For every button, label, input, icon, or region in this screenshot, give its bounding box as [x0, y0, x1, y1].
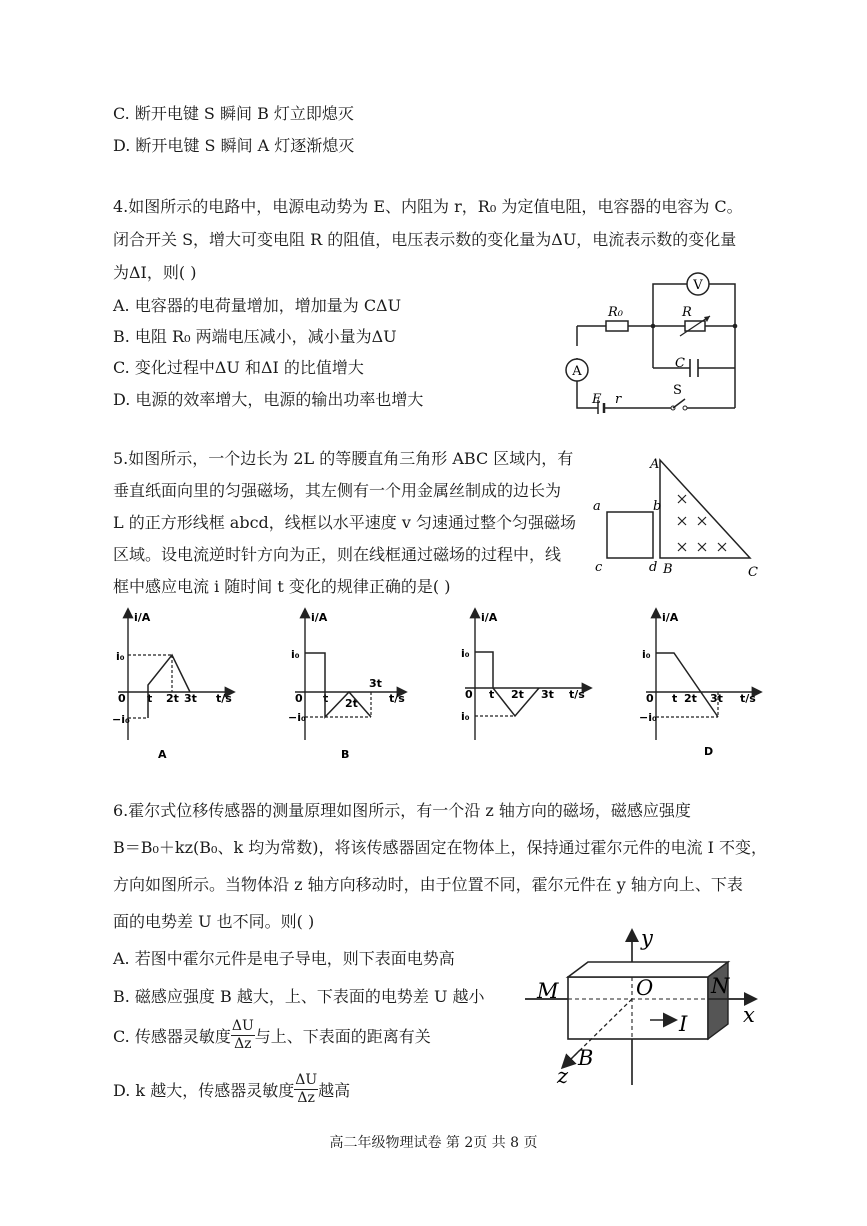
graph-a-i0: i₀ [116, 650, 125, 663]
q6-option-d [113, 1072, 350, 1107]
internal-r-label: r [615, 392, 622, 407]
q6-option-c-pre: C. 传感器灵敏度 [113, 1027, 231, 1046]
c-label: C [675, 356, 685, 371]
graph-b-choice: B [341, 748, 350, 761]
q6-option-c-post: 与上、下表面的距离有关 [254, 1027, 431, 1046]
voltmeter-label: V [693, 278, 703, 293]
graph-c [461, 610, 590, 740]
graph-b [288, 610, 405, 740]
label-b: b [653, 499, 662, 514]
q3-option-c: C. 断开电键 S 瞬间 B 灯立即熄灭 [113, 104, 354, 123]
q4-option-c: C. 变化过程中ΔU 和ΔI 的比值增大 [113, 358, 364, 377]
q6-option-d-pre: D. k 越大，传感器灵敏度 [113, 1081, 295, 1100]
graph-c-xlabel: t/s [569, 688, 585, 701]
q5-stem-line5: 框中感应电流 i 随时间 t 变化的规律正确的是( ) [113, 577, 451, 596]
graph-b-t1: t [323, 692, 329, 705]
q3-option-d: D. 断开电键 S 瞬间 A 灯逐渐熄灭 [113, 136, 355, 155]
q6-option-d-denominator: Δz [297, 1090, 315, 1106]
q4-stem-line3: 为ΔI，则( ) [113, 263, 197, 282]
graph-d-origin: 0 [646, 692, 654, 705]
field-B-label: B [578, 1046, 594, 1070]
label-a: a [593, 499, 601, 514]
q6-option-a: A. 若图中霍尔元件是电子导电，则下表面电势高 [113, 949, 455, 968]
graph-c-i0: i₀ [461, 647, 470, 660]
graph-b-t3: 3t [369, 677, 382, 690]
label-N: N [711, 974, 730, 998]
current-I-label: I [679, 1012, 688, 1036]
page-footer: 高二年级物理试卷 第 2页 共 8 页 [329, 1135, 538, 1151]
q4-option-b: B. 电阻 R₀ 两端电压减小，减小量为ΔU [113, 327, 397, 346]
axis-y-label: y [641, 926, 653, 950]
q5-figure [590, 450, 770, 585]
q6-option-d-numerator: ΔU [295, 1072, 318, 1088]
graph-b-ylabel: i/A [311, 611, 328, 624]
q6-option-c-denominator: Δz [234, 1036, 252, 1052]
graph-a-ylabel: i/A [134, 611, 151, 624]
q4-stem-line2: 闭合开关 S，增大可变电阻 R 的阻值，电压表示数的变化量为ΔU，电流表示数的变化量 [113, 230, 737, 249]
graph-d-t2: 2t [684, 692, 697, 705]
q6-hall-figure [525, 925, 770, 1090]
q4-stem-line1: 4.如图所示的电路中，电源电动势为 E、内阻为 r，R₀ 为定值电阻，电容器的电容为 C。 [113, 197, 743, 216]
q6-stem-line1: 6.霍尔式位移传感器的测量原理如图所示，有一个沿 z 轴方向的磁场，磁感应强度 [113, 801, 691, 820]
graph-a-origin: 0 [118, 692, 126, 705]
graph-c-neg-i0: i₀ [461, 710, 470, 723]
graph-b-origin: 0 [295, 692, 303, 705]
q6-option-c [113, 1018, 431, 1053]
q5-graphs [100, 605, 780, 765]
q5-stem-line3: L 的正方形线框 abcd，线框以水平速度 v 匀速通过整个匀强磁场 [113, 513, 576, 532]
q4-option-a: A. 电容器的电荷量增加，增加量为 CΔU [113, 296, 402, 315]
graph-a-choice: A [158, 748, 167, 761]
q6-option-c-fraction [231, 1018, 255, 1053]
switch-label: S [673, 383, 682, 398]
graph-d [639, 610, 760, 740]
graph-d-xlabel: t/s [740, 692, 756, 705]
vertex-A: A [650, 457, 660, 472]
graph-b-neg-i0: −i₀ [288, 711, 306, 724]
ammeter-label: A [572, 364, 582, 379]
label-c: c [595, 560, 603, 575]
graph-a-neg-i0: −i₀ [112, 713, 130, 726]
r0-label: R₀ [608, 305, 623, 320]
q6-option-d-post: 越高 [318, 1081, 351, 1100]
q6-stem-line3: 方向如图所示。当物体沿 z 轴方向移动时，由于位置不同，霍尔元件在 y 轴方向上、下表 [113, 875, 743, 894]
graph-a-xlabel: t/s [216, 692, 232, 705]
graph-a [112, 610, 233, 740]
axis-x-label: x [743, 1003, 755, 1027]
graph-c-t3: 3t [541, 688, 554, 701]
emf-label: E [592, 392, 602, 407]
q5-stem-line2: 垂直纸面向里的匀强磁场，其左侧有一个用金属丝制成的边长为 [113, 481, 562, 500]
graph-d-ylabel: i/A [662, 611, 679, 624]
graph-c-origin: 0 [465, 688, 473, 701]
label-O: O [636, 976, 654, 1000]
graph-d-t3: 3t [710, 692, 723, 705]
axis-z-label: z [557, 1064, 569, 1088]
vertex-C: C [748, 565, 758, 580]
graph-d-i0: i₀ [642, 648, 651, 661]
r-label: R [682, 305, 692, 320]
graph-b-t2: 2t [345, 697, 358, 710]
graph-c-ylabel: i/A [481, 611, 498, 624]
graph-c-t1: t [489, 688, 495, 701]
graph-d-choice: D [704, 745, 714, 758]
q5-stem-line4: 区域。设电流逆时针方向为正，则在线框通过磁场的过程中，线 [113, 545, 562, 564]
graph-a-t2: 2t [166, 692, 179, 705]
q6-stem-line2: B＝B₀＋kz(B₀、k 均为常数)，将该传感器固定在物体上，保持通过霍尔元件的电流 I 不变， [113, 838, 767, 857]
q4-circuit-diagram [560, 262, 750, 414]
graph-b-xlabel: t/s [389, 692, 405, 705]
q4-option-d: D. 电源的效率增大，电源的输出功率也增大 [113, 390, 424, 409]
graph-c-t2: 2t [511, 688, 524, 701]
q6-stem-line4: 面的电势差 U 也不同。则( ) [113, 912, 315, 931]
q5-stem-line1: 5.如图所示，一个边长为 2L 的等腰直角三角形 ABC 区域内，有 [113, 449, 574, 468]
vertex-B: B [663, 562, 673, 577]
graph-a-t1: t [147, 692, 153, 705]
graph-b-i0: i₀ [291, 648, 300, 661]
label-M: M [537, 979, 559, 1003]
q6-option-c-numerator: ΔU [231, 1018, 254, 1034]
graph-d-neg-i0: −i₀ [639, 711, 657, 724]
graph-d-t1: t [672, 692, 678, 705]
q6-option-b: B. 磁感应强度 B 越大，上、下表面的电势差 U 越小 [113, 987, 485, 1006]
graph-a-t3: 3t [184, 692, 197, 705]
q6-option-d-fraction [294, 1072, 318, 1107]
label-d: d [649, 560, 658, 575]
